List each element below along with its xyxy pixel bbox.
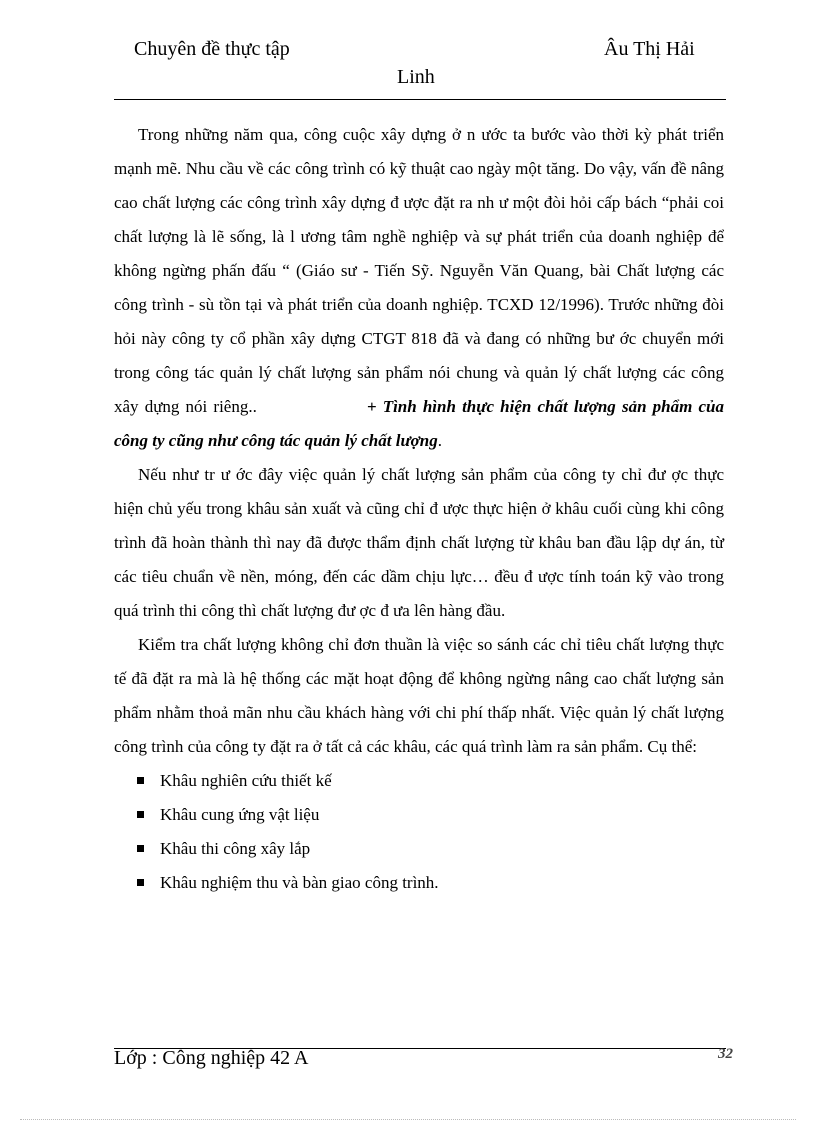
section-heading: + Tình hình thực hiện chất lượng sản phẩm của công ty cũng như công tác quản lý chất lượng	[114, 397, 724, 450]
list-item-text: Khâu nghiệm thu và bàn giao công trình.	[160, 873, 439, 892]
heading-period: .	[437, 431, 442, 450]
header-title: Chuyên đề thực tập	[134, 38, 290, 60]
list-item-text: Khâu cung ứng vật liệu	[160, 805, 320, 824]
bullet-square-icon	[137, 845, 144, 852]
page-edge-divider	[20, 1119, 796, 1120]
bullet-square-icon	[137, 811, 144, 818]
paragraph-3: Kiểm tra chất lượng không chỉ đơn thuần là việc so sánh các chỉ tiêu chất lượng thực tế đã đặt ra mà là hệ thống các mặt hoạt động để không ngừng nâng cao chất lượng sản phẩm nhằm thoả mãn nhu cầu khách hàng với chi phí thấp nhất. Việc quản lý chất lượng công trình của công ty đặt ra ở tất cả các khâu, các quá trình làm ra sản phẩm. Cụ thể:	[114, 635, 724, 756]
list-item-text: Khâu thi công xây lắp	[160, 839, 311, 858]
list-item	[114, 764, 724, 798]
paragraph-2: Nếu như tr ư ớc đây việc quản lý chất lượng sản phẩm của công ty chỉ đư ợc thực hiện chủ yếu trong khâu sản xuất và cũng chỉ đ ược thực hiện ở khâu cuối cùng khi công trình đã hoàn thành thì nay đã được thẩm định chất lượng từ khâu ban đầu lập dự án, từ các tiêu chuẩn về nền, móng, đến các dầm chịu lực… đều đ ược tính toán kỹ vào trong quá trình thi công thì chất lượng đư ợc đ ưa lên hàng đầu.	[114, 465, 724, 620]
bullet-square-icon	[137, 879, 144, 886]
page-number: 32	[718, 1046, 733, 1062]
list-item	[114, 798, 724, 832]
list-item	[114, 832, 724, 866]
header-author: Âu Thị Hải	[604, 38, 695, 60]
header-divider	[114, 99, 726, 100]
header-author-cont: Linh	[397, 66, 435, 88]
bullet-list	[114, 764, 724, 900]
document-body	[114, 118, 724, 900]
bullet-square-icon	[137, 777, 144, 784]
list-item-text: Khâu nghiên cứu thiết kế	[160, 771, 332, 790]
paragraph-1-text: Trong những năm qua, công cuộc xây dựng ở n ước ta bước vào thời kỳ phát triển mạnh mẽ. Nhu cầu về các công trình có kỹ thuật cao ngày một tăng. Do vậy, vấn đề nâng cao chất lượng các công trình xây dựng đ ược đặt ra nh ư một đòi hỏi cấp bách “phải coi chất lượng là lẽ sống, là l ương tâm nghề nghiệp và sự phát triển của doanh nghiệp để không ngừng phấn đấu “ (Giáo sư - Tiến Sỹ. Nguyễn Văn Quang, bài Chất lượng các công trình - sù tồn tại và phát triển của doanh nghiệp. TCXD 12/1996). Trước những đòi hỏi này công ty cổ phần xây dựng CTGT 818 đã và đang có những bư ớc chuyển mới trong công tác quản lý chất lượng sản phẩm nói chung và quản lý chất lượng các công xây dựng nói riêng..	[114, 125, 724, 416]
list-item	[114, 866, 724, 900]
footer-class: Lớp : Công nghiệp 42 A	[114, 1047, 309, 1069]
paragraph-1	[114, 118, 724, 458]
